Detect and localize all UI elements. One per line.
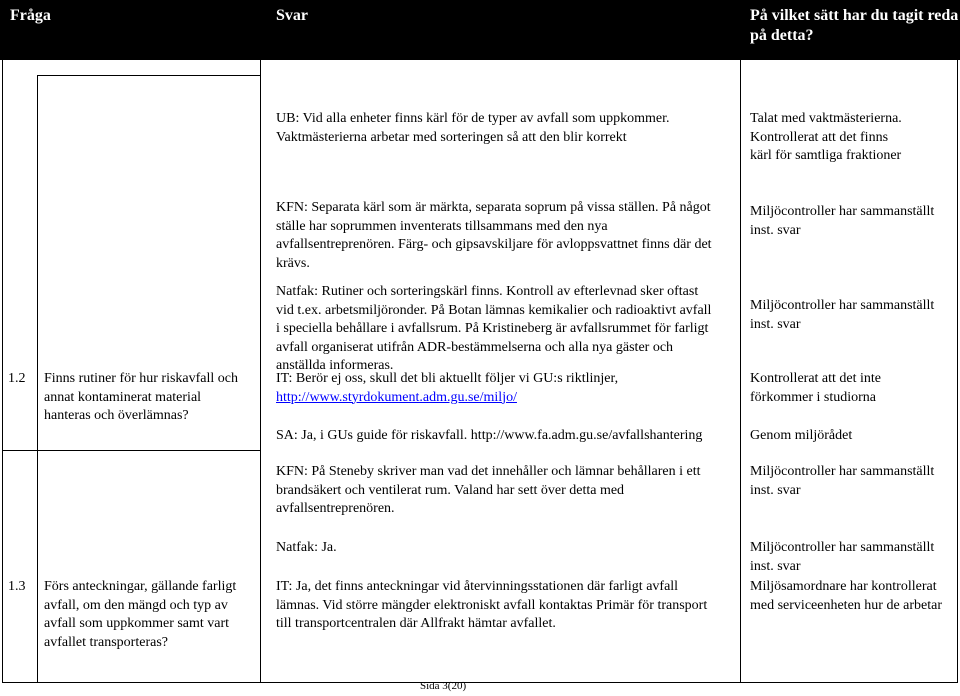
- question-1-2: [44, 370, 238, 426]
- method-line: förkommer i studiorna: [750, 389, 876, 405]
- answer-line: Natfak: Rutiner och sorteringskärl finns. Kontroll av efterlevnad sker oftast: [276, 284, 699, 299]
- method-sa: Genom miljörådet: [750, 428, 853, 443]
- column-divider-1: [260, 60, 261, 682]
- answer-it-2: [276, 578, 707, 634]
- method-it-2: [750, 578, 942, 615]
- answer-line: avfall organiserat utifrån ADR-bestämmelserna och alla nya gäster och: [276, 339, 674, 355]
- right-border: [957, 60, 958, 682]
- question-number-1-3: 1.3: [8, 579, 26, 594]
- answer-it-1: [276, 370, 618, 407]
- answer-line: vid t.ex. arbetsmiljöronder. På Botan lämnas kemikalier och radioaktivt avfall: [276, 302, 712, 318]
- answer-line: brandsäkert och ventilerat rum. Valand har sett över detta med: [276, 482, 625, 498]
- answer-sa: SA: Ja, i GUs guide för riskavfall. http://www.fa.adm.gu.se/avfallshantering: [276, 428, 703, 443]
- table-header: [0, 0, 960, 60]
- method-line: Miljöcontroller har sammanställt: [750, 204, 935, 219]
- method-line: Miljöcontroller har sammanställt: [750, 540, 935, 555]
- styrdokument-link[interactable]: http://www.styrdokument.adm.gu.se/miljo/: [276, 389, 517, 405]
- method-line: Miljöcontroller har sammanställt: [750, 464, 935, 479]
- answer-line: KFN: På Steneby skriver man vad det innehåller och lämnar behållaren i ett: [276, 464, 701, 479]
- method-line: inst. svar: [750, 316, 801, 332]
- method-ub: [750, 110, 902, 166]
- method-line: Miljösamordnare har kontrollerat: [750, 579, 937, 594]
- answer-line: IT: Berör ej oss, skull det bli aktuellt följer vi GU:s riktlinjer,: [276, 371, 619, 386]
- method-natfak-2: [750, 539, 934, 576]
- question-line: hanteras och överlämnas?: [44, 408, 189, 423]
- answer-line: avfallsentreprenören.: [276, 501, 395, 516]
- method-line: Talat med vaktmästerierna.: [750, 111, 902, 126]
- question-line: avfall, om den mängd och typ av: [44, 597, 228, 613]
- method-line: Miljöcontroller har sammanställt: [750, 298, 935, 313]
- method-line: inst. svar: [750, 482, 801, 498]
- answer-line: UB: Vid alla enheter finns kärl för de typer av avfall som uppkommer.: [276, 111, 670, 126]
- bottom-border: [2, 682, 958, 683]
- answer-natfak-2: Natfak: Ja.: [276, 540, 337, 555]
- answer-line: krävs.: [276, 255, 310, 271]
- question-1-3: [44, 578, 236, 652]
- question-line: avfall som uppkommer samt vart: [44, 616, 230, 631]
- answer-kfn-2: [276, 463, 701, 519]
- answer-line: IT: Ja, det finns anteckningar vid återvinningsstationen där farligt avfall: [276, 579, 679, 594]
- question-line: avfallet transporteras?: [44, 634, 168, 650]
- answer-kfn-1: [276, 199, 712, 273]
- method-natfak-1: [750, 297, 934, 334]
- method-line: inst. svar: [750, 558, 801, 574]
- method-it-1: [750, 370, 881, 407]
- answer-line: anställda informeras.: [276, 358, 394, 373]
- header-method-line2: på detta?: [750, 27, 814, 44]
- method-kfn-1: [750, 203, 934, 240]
- answer-line: avfallsentreprenören. Färg- och gipsavskiljare för avloppsvattnet finns där det: [276, 237, 712, 252]
- row-divider-q12: [2, 450, 260, 451]
- method-line: med serviceenheten hur de arbetar: [750, 597, 943, 613]
- header-answer: Svar: [276, 7, 308, 24]
- left-border: [2, 60, 3, 682]
- inner-border: [37, 75, 38, 682]
- method-line: inst. svar: [750, 222, 801, 238]
- answer-line: i speciella behållare i avfallsrum. På Kristineberg är avfallsrummet för farligt: [276, 321, 709, 336]
- answer-line: lämnas. Vid större mängder elektroniskt avfall kontaktas Primär för transport: [276, 597, 708, 613]
- page-number: Sida 3(20): [420, 680, 467, 692]
- answer-line: KFN: Separata kärl som är märkta, separata soprum på vissa ställen. På något: [276, 200, 711, 215]
- method-line: kärl för samtliga fraktioner: [750, 148, 902, 163]
- top-inner-border: [37, 75, 260, 76]
- question-line: annat kontaminerat material: [44, 389, 202, 405]
- answer-ub: [276, 110, 670, 147]
- method-kfn-2: [750, 463, 934, 500]
- answer-line: Vaktmästerierna arbetar med sorteringen så att den blir korrekt: [276, 129, 627, 145]
- header-method-line1: På vilket sätt har du tagit reda: [750, 7, 959, 24]
- question-number-1-2: 1.2: [8, 371, 26, 386]
- method-line: Kontrollerat att det inte: [750, 371, 882, 386]
- answer-line: ställe har soprummen inventerats tillsammans med den nya: [276, 218, 608, 234]
- answer-natfak-1: [276, 283, 711, 376]
- column-divider-2: [740, 60, 741, 682]
- header-question: Fråga: [10, 7, 51, 24]
- question-line: Finns rutiner för hur riskavfall och: [44, 371, 239, 386]
- method-line: Kontrollerat att det finns: [750, 129, 889, 145]
- question-line: Förs anteckningar, gällande farligt: [44, 579, 237, 594]
- answer-line: till transportcentralen där Allfrakt hämtar avfallet.: [276, 616, 556, 631]
